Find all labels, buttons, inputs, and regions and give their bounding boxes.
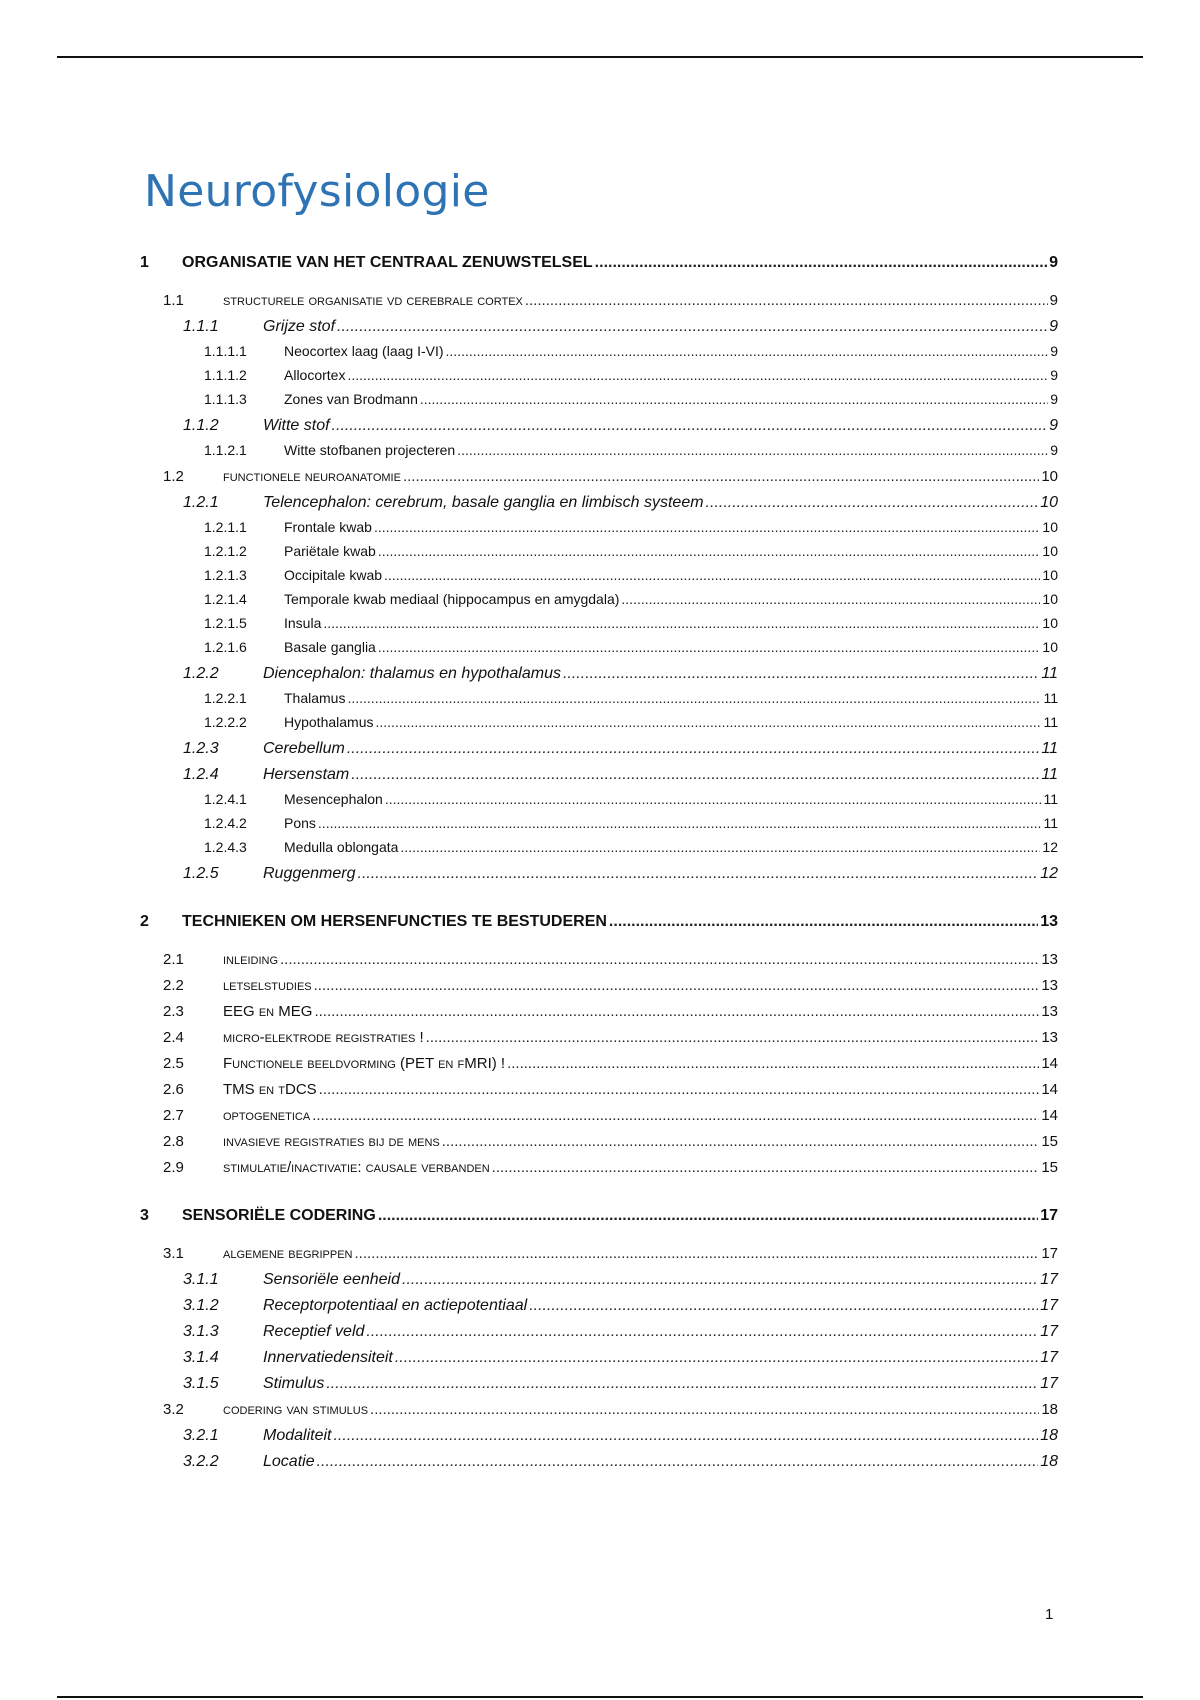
- toc-leader-dots: [314, 977, 1040, 994]
- toc-entry-number: 3.1.5: [183, 1375, 219, 1392]
- toc-entry-page: 14: [1041, 1055, 1058, 1072]
- toc-entry-page: 11: [1043, 815, 1058, 831]
- toc-entry-number: 3.2: [163, 1401, 184, 1418]
- toc-entry-page: 11: [1041, 740, 1058, 757]
- toc-leader-dots: [529, 1297, 1038, 1315]
- toc-entry-label: Cerebellum: [263, 740, 345, 757]
- toc-entry-number: 2: [140, 913, 149, 930]
- toc-entry-label: Pons: [284, 815, 316, 831]
- toc-entry-number: 2.7: [163, 1107, 184, 1124]
- toc-leader-dots: [400, 839, 1040, 855]
- toc-entry-label: Hersenstam: [263, 766, 350, 783]
- toc-entry[interactable]: [140, 318, 1058, 336]
- toc-entry-page: 9: [1050, 391, 1058, 407]
- toc-entry-page: 9: [1049, 292, 1058, 309]
- toc-leader-dots: [354, 1245, 1039, 1262]
- toc-entry-label: Stimulus: [263, 1375, 325, 1392]
- toc-entry-page: 17: [1040, 1271, 1058, 1288]
- toc-entry-number: 2.4: [163, 1029, 184, 1046]
- toc-entry-number: 1.2.2.1: [204, 690, 247, 706]
- toc-entry-page: 17: [1040, 1375, 1058, 1392]
- toc-leader-dots: [376, 714, 1042, 730]
- toc-entry-page: 11: [1043, 791, 1058, 807]
- toc-leader-dots: [337, 318, 1047, 336]
- toc-leader-dots: [319, 1081, 1040, 1098]
- toc-entry-page: 12: [1042, 839, 1058, 855]
- toc-entry-label: micro-elektrode registraties !: [223, 1029, 424, 1046]
- toc-entry-page: 17: [1040, 1207, 1058, 1224]
- toc-entry-label: Telencephalon: cerebrum, basale ganglia en limbisch systeem: [263, 494, 704, 511]
- toc-leader-dots: [317, 1453, 1039, 1471]
- toc-entry-page: 10: [1042, 543, 1058, 559]
- toc-entry[interactable]: [140, 567, 1058, 583]
- toc-entry-label: Receptief veld: [263, 1323, 365, 1340]
- toc-leader-dots: [609, 913, 1038, 931]
- toc-entry[interactable]: [140, 1271, 1058, 1289]
- toc-entry-label: Occipitale kwab: [284, 567, 383, 583]
- toc-entry-page: 17: [1040, 1323, 1058, 1340]
- toc-entry-number: 1.2.1.5: [204, 615, 247, 631]
- toc-entry-label: Innervatiedensiteit: [263, 1349, 393, 1366]
- toc-entry-number: 2.8: [163, 1133, 184, 1150]
- toc-leader-dots: [333, 1427, 1038, 1445]
- toc-entry-label: invasieve registraties bij de mens: [223, 1133, 440, 1150]
- toc-entry[interactable]: [140, 615, 1058, 631]
- toc-entry-number: 1.2.4.1: [204, 791, 247, 807]
- toc-entry-page: 17: [1041, 1245, 1058, 1262]
- toc-entry-page: 17: [1040, 1349, 1058, 1366]
- toc-entry-number: 1.2.2: [183, 665, 219, 682]
- toc-entry-label: stimulatie/inactivatie: causale verbanden: [223, 1159, 490, 1176]
- toc-entry-number: 1.2.4.2: [204, 815, 247, 831]
- toc-entry-label: algemene begrippen: [223, 1245, 353, 1262]
- toc-entry-page: 10: [1041, 468, 1058, 485]
- toc-entry-number: 1.2.1.4: [204, 591, 247, 607]
- toc-entry[interactable]: [140, 1055, 1058, 1072]
- toc-entry-number: 3.1.2: [183, 1297, 219, 1314]
- toc-entry[interactable]: [140, 1207, 1058, 1225]
- toc-leader-dots: [595, 254, 1047, 272]
- toc-entry-page: 18: [1040, 1453, 1058, 1470]
- toc-entry-label: Receptorpotentiaal en actiepotentiaal: [263, 1297, 528, 1314]
- toc-leader-dots: [492, 1159, 1040, 1176]
- toc-leader-dots: [525, 292, 1048, 309]
- toc-entry-label: Zones van Brodmann: [284, 391, 418, 407]
- toc-entry-label: Allocortex: [284, 367, 346, 383]
- toc-entry-page: 9: [1050, 367, 1058, 383]
- toc-entry-label: Pariëtale kwab: [284, 543, 376, 559]
- toc-entry[interactable]: [140, 1375, 1058, 1393]
- toc-entry-page: 11: [1043, 690, 1058, 706]
- toc-leader-dots: [378, 639, 1041, 655]
- toc-leader-dots: [442, 1133, 1040, 1150]
- toc-leader-dots: [347, 367, 1048, 383]
- toc-entry[interactable]: [140, 468, 1058, 485]
- toc-entry[interactable]: [140, 543, 1058, 559]
- toc-entry-label: TECHNIEKEN OM HERSENFUNCTIES TE BESTUDEREN: [182, 913, 607, 930]
- toc-entry-number: 1.2.1.6: [204, 639, 247, 655]
- toc-entry-label: Neocortex laag (laag I-VI): [284, 343, 444, 359]
- toc-entry[interactable]: [140, 913, 1058, 931]
- toc-entry-number: 3: [140, 1207, 149, 1224]
- toc-entry-label: Medulla oblongata: [284, 839, 399, 855]
- toc-entry[interactable]: [140, 591, 1058, 607]
- toc-entry-page: 9: [1049, 417, 1058, 434]
- toc-entry-number: 1.2.5: [183, 865, 219, 882]
- toc-leader-dots: [280, 951, 1039, 968]
- toc-entry[interactable]: [140, 690, 1058, 706]
- toc-entry-label: functionele neuroanatomie: [223, 468, 401, 485]
- toc-leader-dots: [351, 766, 1039, 784]
- toc-entry[interactable]: [140, 865, 1058, 883]
- toc-entry-number: 1.1.1: [183, 318, 219, 335]
- toc-entry-page: 13: [1040, 913, 1058, 930]
- toc-entry-number: 3.1.1: [183, 1271, 219, 1288]
- toc-leader-dots: [384, 567, 1040, 583]
- toc-entry-label: Temporale kwab mediaal (hippocampus en amygdala): [284, 591, 620, 607]
- toc-entry[interactable]: [140, 1323, 1058, 1341]
- toc-entry-number: 1.1.1.1: [204, 343, 247, 359]
- document-title: Neurofysiologie: [144, 166, 490, 217]
- toc-entry-number: 1.2: [163, 468, 184, 485]
- toc-entry-number: 1: [140, 254, 149, 271]
- toc-entry-page: 15: [1041, 1133, 1058, 1150]
- toc-entry[interactable]: [140, 391, 1058, 407]
- toc-entry-label: Grijze stof: [263, 318, 336, 335]
- toc-entry-number: 3.1: [163, 1245, 184, 1262]
- toc-entry-number: 1.1.2: [183, 417, 219, 434]
- toc-entry-number: 1.2.1: [183, 494, 219, 511]
- toc-entry-label: Witte stofbanen projecteren: [284, 442, 456, 458]
- toc-entry-number: 2.2: [163, 977, 184, 994]
- toc-entry[interactable]: [140, 766, 1058, 784]
- toc-entry-page: 9: [1049, 318, 1058, 335]
- toc-entry[interactable]: [140, 839, 1058, 855]
- toc-entry[interactable]: [140, 1107, 1058, 1124]
- toc-entry-label: EEG en MEG: [223, 1003, 313, 1020]
- toc-entry-page: 10: [1042, 519, 1058, 535]
- toc-entry[interactable]: [140, 815, 1058, 831]
- toc-entry-page: 10: [1042, 591, 1058, 607]
- toc-entry-page: 11: [1041, 665, 1058, 682]
- toc-leader-dots: [420, 391, 1048, 407]
- toc-entry[interactable]: [140, 292, 1058, 309]
- toc-entry-page: 18: [1041, 1401, 1058, 1418]
- toc-entry[interactable]: [140, 740, 1058, 758]
- toc-entry-label: TMS en tDCS: [223, 1081, 317, 1098]
- toc-leader-dots: [370, 1401, 1039, 1418]
- toc-leader-dots: [318, 815, 1042, 831]
- toc-entry-number: 1.2.4: [183, 766, 219, 783]
- toc-leader-dots: [347, 690, 1041, 706]
- toc-entry[interactable]: [140, 665, 1058, 683]
- toc-entry[interactable]: [140, 1029, 1058, 1046]
- toc-entry-number: 2.9: [163, 1159, 184, 1176]
- toc-entry-page: 14: [1041, 1081, 1058, 1098]
- toc-entry[interactable]: [140, 494, 1058, 512]
- toc-entry-number: 1.2.1.2: [204, 543, 247, 559]
- toc-entry[interactable]: [140, 367, 1058, 383]
- toc-entry-number: 1.1.1.3: [204, 391, 247, 407]
- toc-entry[interactable]: [140, 442, 1058, 458]
- header-rule: [57, 56, 1143, 58]
- toc-leader-dots: [395, 1349, 1038, 1367]
- toc-leader-dots: [347, 740, 1040, 758]
- toc-entry[interactable]: [140, 1081, 1058, 1098]
- toc-entry-label: optogenetica: [223, 1107, 311, 1124]
- toc-leader-dots: [374, 519, 1040, 535]
- toc-entry-label: inleiding: [223, 951, 279, 968]
- toc-entry-number: 2.5: [163, 1055, 184, 1072]
- toc-entry[interactable]: [140, 1427, 1058, 1445]
- toc-entry-page: 17: [1040, 1297, 1058, 1314]
- toc-entry-page: 11: [1041, 766, 1058, 783]
- toc-entry-label: Diencephalon: thalamus en hypothalamus: [263, 665, 561, 682]
- toc-entry-label: structurele organisatie vd cerebrale cortex: [223, 292, 523, 309]
- toc-entry[interactable]: [140, 1297, 1058, 1315]
- toc-entry-number: 1.1.1.2: [204, 367, 247, 383]
- toc-entry-page: 9: [1050, 442, 1058, 458]
- toc-entry-number: 1.1: [163, 292, 184, 309]
- toc-entry-page: 10: [1042, 567, 1058, 583]
- toc-entry[interactable]: [140, 639, 1058, 655]
- toc-leader-dots: [507, 1055, 1039, 1072]
- toc-entry[interactable]: [140, 1349, 1058, 1367]
- toc-leader-dots: [402, 1271, 1038, 1289]
- toc-entry-label: SENSORIËLE CODERING: [182, 1207, 376, 1224]
- toc-entry-page: 13: [1041, 1003, 1058, 1020]
- toc-leader-dots: [332, 417, 1048, 435]
- toc-entry[interactable]: [140, 417, 1058, 435]
- toc-leader-dots: [312, 1107, 1039, 1124]
- toc-entry[interactable]: [140, 1003, 1058, 1020]
- page-number: 1: [1045, 1606, 1054, 1623]
- toc-entry[interactable]: [140, 343, 1058, 359]
- toc-entry-number: 1.2.2.2: [204, 714, 247, 730]
- toc-entry-label: Hypothalamus: [284, 714, 374, 730]
- toc-leader-dots: [403, 468, 1039, 485]
- toc-entry-label: Frontale kwab: [284, 519, 372, 535]
- toc-entry-number: 1.2.1.3: [204, 567, 247, 583]
- toc-leader-dots: [457, 442, 1048, 458]
- toc-leader-dots: [366, 1323, 1038, 1341]
- toc-entry-label: Modaliteit: [263, 1427, 332, 1444]
- toc-entry-page: 13: [1041, 1029, 1058, 1046]
- toc-entry-number: 1.2.4.3: [204, 839, 247, 855]
- toc-leader-dots: [426, 1029, 1040, 1046]
- toc-leader-dots: [563, 665, 1039, 683]
- toc-entry-page: 10: [1040, 494, 1058, 511]
- toc-entry-label: Insula: [284, 615, 322, 631]
- toc-entry-label: Witte stof: [263, 417, 330, 434]
- toc-entry[interactable]: [140, 519, 1058, 535]
- toc-entry-number: 1.1.2.1: [204, 442, 247, 458]
- toc-entry[interactable]: [140, 1245, 1058, 1262]
- toc-entry-number: 1.2.1.1: [204, 519, 247, 535]
- toc-entry[interactable]: [140, 791, 1058, 807]
- toc-leader-dots: [326, 1375, 1038, 1393]
- toc-entry[interactable]: [140, 1453, 1058, 1471]
- toc-entry[interactable]: [140, 1133, 1058, 1150]
- toc-leader-dots: [385, 791, 1042, 807]
- toc-leader-dots: [706, 494, 1039, 512]
- toc-entry-page: 9: [1049, 254, 1058, 271]
- toc-entry-label: Functionele beeldvorming (PET en fMRI) !: [223, 1055, 506, 1072]
- toc-entry-page: 13: [1041, 951, 1058, 968]
- toc-entry-label: codering van stimulus: [223, 1401, 369, 1418]
- toc-leader-dots: [314, 1003, 1039, 1020]
- toc-entry-page: 10: [1042, 639, 1058, 655]
- toc-entry[interactable]: [140, 714, 1058, 730]
- toc-entry-number: 3.1.3: [183, 1323, 219, 1340]
- toc-entry-label: Locatie: [263, 1453, 315, 1470]
- toc-leader-dots: [621, 591, 1040, 607]
- toc-entry-number: 2.6: [163, 1081, 184, 1098]
- toc-leader-dots: [446, 343, 1049, 359]
- toc-leader-dots: [378, 1207, 1038, 1225]
- toc-entry-number: 3.2.1: [183, 1427, 219, 1444]
- toc-entry-page: 18: [1040, 1427, 1058, 1444]
- toc-entry-label: Basale ganglia: [284, 639, 376, 655]
- toc-entry-number: 2.1: [163, 951, 184, 968]
- toc-leader-dots: [323, 615, 1040, 631]
- toc-entry-page: 14: [1041, 1107, 1058, 1124]
- toc-entry-page: 11: [1043, 714, 1058, 730]
- toc-entry-label: Ruggenmerg: [263, 865, 356, 882]
- toc-entry[interactable]: [140, 1401, 1058, 1418]
- toc-entry[interactable]: [140, 254, 1058, 272]
- toc-entry-number: 3.1.4: [183, 1349, 219, 1366]
- footer-rule: [57, 1696, 1143, 1698]
- toc-entry-page: 10: [1042, 615, 1058, 631]
- toc-entry[interactable]: [140, 1159, 1058, 1176]
- toc-entry-label: Thalamus: [284, 690, 346, 706]
- toc-leader-dots: [358, 865, 1039, 883]
- toc-entry-label: Mesencephalon: [284, 791, 383, 807]
- toc-entry[interactable]: [140, 951, 1058, 968]
- toc-entry-number: 3.2.2: [183, 1453, 219, 1470]
- toc-entry-number: 1.2.3: [183, 740, 219, 757]
- toc-entry-label: letselstudies: [223, 977, 312, 994]
- toc-entry-label: ORGANISATIE VAN HET CENTRAAL ZENUWSTELSEL: [182, 254, 593, 271]
- toc-leader-dots: [378, 543, 1041, 559]
- toc-entry-label: Sensoriële eenheid: [263, 1271, 400, 1288]
- toc-entry-number: 2.3: [163, 1003, 184, 1020]
- toc-entry[interactable]: [140, 977, 1058, 994]
- toc-entry-page: 12: [1040, 865, 1058, 882]
- toc-entry-page: 13: [1041, 977, 1058, 994]
- toc-entry-page: 15: [1041, 1159, 1058, 1176]
- toc-entry-page: 9: [1050, 343, 1058, 359]
